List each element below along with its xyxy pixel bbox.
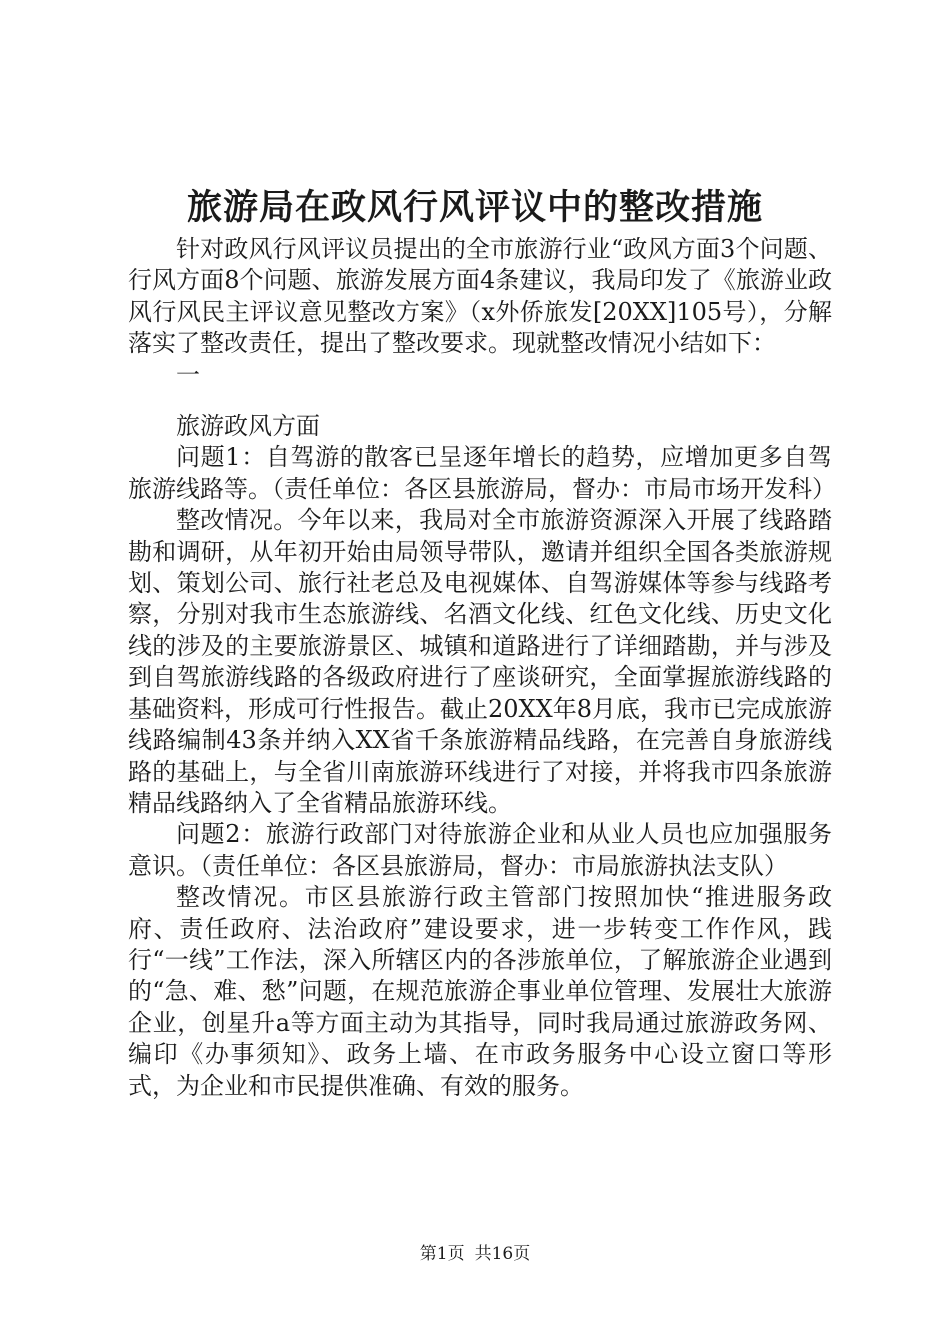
page-number-total: 共16页 [474,1244,531,1264]
section-title: 旅游政风方面 [176,412,320,441]
document-title: 旅游局在政风行风评议中的整改措施 [186,187,763,228]
page-footer [0,1242,950,1266]
section-number: 一 [176,360,200,389]
rectification-1-paragraph: 整改情况。今年以来，我局对全市旅游资源深入开展了线路踏勘和调研，从年初开始由局领导带队，邀请并组织全国各类旅游规划、策划公司、旅行社老总及电视媒体、自驾游媒体等参与线路考察，分别对我市生态旅游线、名酒文化线、红色文化线、历史文化线的涉及的主要旅游景区、城镇和道路进行了详细踏勘，并与涉及到自驾旅游线路的各级政府进行了座谈研究，全面掌握旅游线路的基础资料，形成可行性报告。截止20XX年8月底，我市已完成旅游线路编制43条并纳入XX省千条旅游精品线路，在完善自身旅游线路的基础上，与全省川南旅游环线进行了对接，并将我市四条旅游精品线路纳入了全省精品旅游环线。 [128,506,832,817]
problem-1-paragraph: 问题1：自驾游的散客已呈逐年增长的趋势，应增加更多自驾旅游线路等。（责任单位：各区县旅游局，督办：市局市场开发科） [128,443,836,503]
rectification-2-paragraph: 整改情况。市区县旅游行政主管部门按照加快“推进服务政府、责任政府、法治政府”建设要求，进一步转变工作作风，践行“一线”工作法，深入所辖区内的各涉旅单位，了解旅游企业遇到的“急、难、愁”问题，在规范旅游企事业单位管理、发展壮大旅游企业，创星升a等方面主动为其指导，同时我局通过旅游政务网、编印《办事须知》、政务上墙、在市政务服务中心设立窗口等形式，为企业和市民提供准确、有效的服务。 [128,883,832,1100]
document-body [128,234,836,1102]
page-number-current: 第1页 [419,1244,465,1264]
intro-paragraph: 针对政风行风评议员提出的全市旅游行业“政风方面3个问题、行风方面8个问题、旅游发展方面4条建议，我局印发了《旅游业政风行风民主评议意见整改方案》（x外侨旅发[20XX]105号），分解落实了整改责任，提出了整改要求。现就整改情况小结如下： [128,235,832,358]
problem-2-paragraph: 问题2：旅游行政部门对待旅游企业和从业人员也应加强服务意识。（责任单位：各区县旅游局，督办：市局旅游执法支队） [128,820,832,880]
